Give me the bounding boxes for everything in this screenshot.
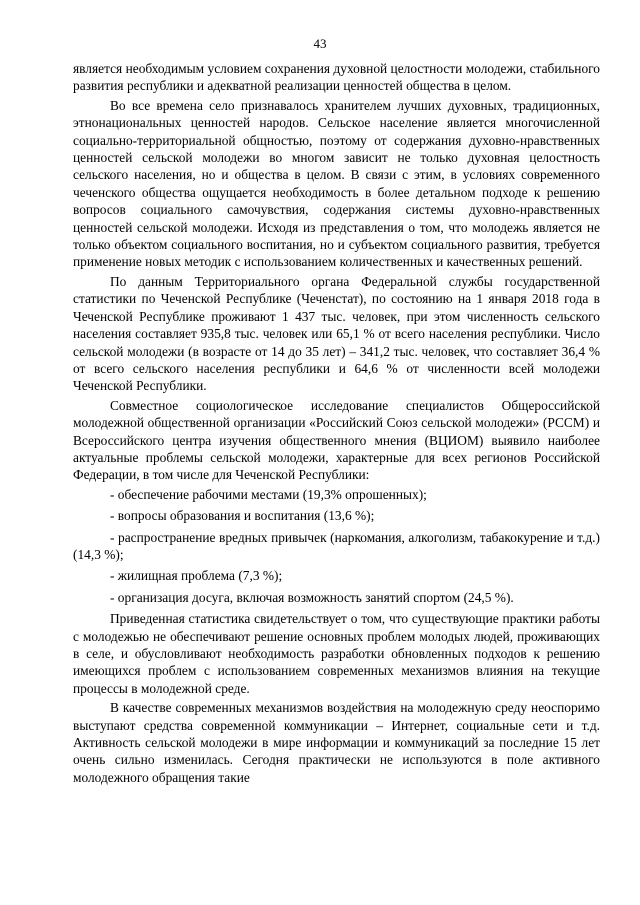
list-item: - организация досуга, включая возможность занятий спортом (24,5 %).: [110, 589, 514, 605]
paragraph: является необходимым условием сохранения духовной целостности молодежи, стабильного развития республики и адекватной реализации ценностей общества в целом.: [73, 61, 600, 94]
paragraph: В качестве современных механизмов воздействия на молодежную среду неоспоримо выступают средства современной коммуникации – Интернет, социальные сети и т.д. Активность сельской молодежи в мире информации и коммуникаций за последние 15 лет очень сильно изменилась. Сегодня практически не используются в поле активного молодежного обращения такие: [73, 700, 600, 785]
list-item: - вопросы образования и воспитания (13,6 %);: [110, 508, 375, 524]
paragraph: Приведенная статистика свидетельствует о том, что существующие практики работы с молодежью не обеспечивают решение основных проблем молодых людей, проживающих в селе, и обусловливают необходимость разработки обновленных подходов к решению имеющихся проблем с использованием современных механизмов влияния на текущие процессы в молодежной среде.: [73, 611, 600, 696]
page-number: 43: [313, 36, 327, 51]
list-item: - распространение вредных привычек (наркомания, алкоголизм, табакокурение и т.д.) (14,3 %);: [73, 529, 600, 562]
paragraph: Во все времена село признавалось хранителем лучших духовных, традиционных, этнонациональных ценностей народов. Сельское население является многочисленной социально-территориальной общностью, поэтому от содержания духовно-нравственных ценностей сельской молодежи во многом зависит не только духовная целостность сельского населения, но и общества в целом. В связи с этим, в условиях современного чеченского общества ощущается необходимость в более детальном подходе к решению вопросов социального самочувствия, содержания системы духовно-нравственных ценностей сельской молодежи. Исходя из представления о том, что молодежь является не только объектом социального воспитания, но и субъектом социального развития, требуется применение новых методик с использованием количественных и качественных решений.: [73, 97, 600, 270]
list-item: - обеспечение рабочими местами (19,3% опрошенных);: [110, 486, 427, 502]
document-body: [73, 60, 600, 788]
list-item: - жилищная проблема (7,3 %);: [110, 568, 283, 584]
paragraph: По данным Территориального органа Федеральной службы государственной статистики по Чеченской Республике (Чеченстат), по состоянию на 1 января 2018 года в Чеченской Республике проживают 1 437 тыс. человек, при этом численность сельского населения составляет 935,8 тыс. человек или 65,1 % от всего населения республики. Число сельской молодежи (в возрасте от 14 до 35 лет) – 341,2 тыс. человек, что составляет 36,4 % от всего сельского населения республики и 64,6 % от численности всей молодежи Чеченской Республики.: [73, 273, 600, 394]
paragraph: Совместное социологическое исследование специалистов Общероссийской молодежной общественной организации «Российский Союз сельской молодежи» (РССМ) и Всероссийского центра изучения общественного мнения (ВЦИОМ) выявило наиболее актуальные проблемы сельской молодежи, характерные для всех регионов Российской Федерации, в том числе для Чеченской Республики:: [73, 397, 600, 483]
